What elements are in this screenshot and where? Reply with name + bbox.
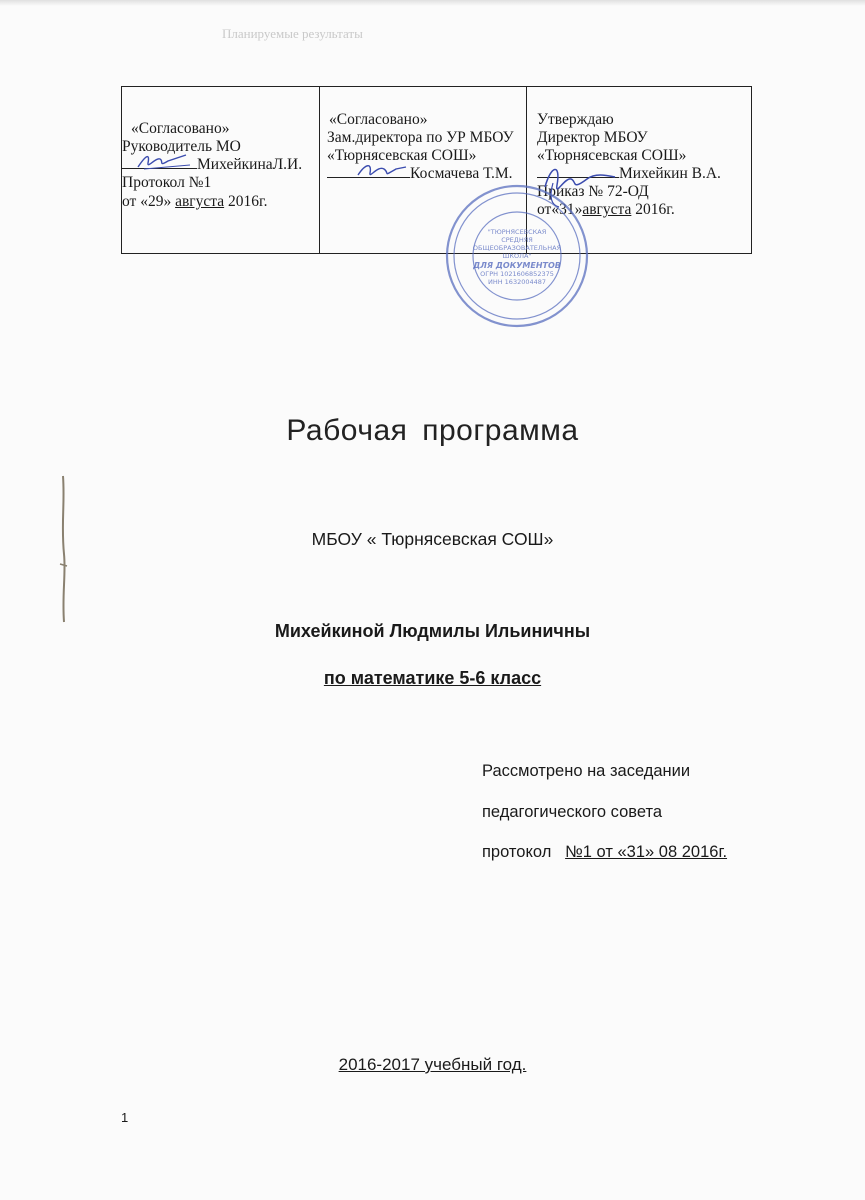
stamp-line: ШКОЛА": [502, 252, 532, 260]
page-edge-shadow: [0, 0, 865, 6]
approval-school: «Тюрнясевская СОШ»: [327, 147, 477, 164]
subject-text: по математике 5-6 класс: [323, 668, 542, 688]
approval-date: от«31»августа 2016г.: [537, 201, 675, 218]
approval-status: «Согласовано»: [329, 111, 428, 128]
approval-protocol: Протокол №1: [122, 174, 212, 191]
subject-line: [0, 668, 865, 689]
approval-role: Руководитель МО: [122, 138, 241, 155]
approval-status: «Согласовано»: [131, 120, 230, 137]
stamp-line: СРЕДНЯЯ: [501, 236, 533, 244]
teacher-name: Михейкиной Людмилы Ильиничны: [274, 621, 591, 641]
stamp-line: ОБЩЕОБРАЗОВАТЕЛЬНАЯ: [472, 244, 562, 252]
stamp-label: ДЛЯ ДОКУМЕНТОВ: [473, 261, 561, 270]
approval-order: Приказ № 72-ОД: [537, 183, 649, 200]
stamp-line: "ТЮРНЯСЕВСКАЯ: [487, 228, 547, 236]
school-stamp: [419, 178, 615, 328]
approval-signer: Космачева Т.М.: [410, 165, 513, 182]
approval-school: «Тюрнясевская СОШ»: [537, 147, 687, 164]
academic-year: [0, 1055, 865, 1075]
binding-thread: [55, 474, 71, 624]
protocol-label: протокол: [482, 843, 552, 861]
approval-role: Зам.директора по УР МБОУ: [327, 129, 514, 146]
approval-date: от «29» августа 2016г.: [122, 193, 268, 210]
page-title: Рабочая программа: [286, 414, 579, 447]
approval-cell-mo: [122, 87, 320, 253]
approval-role: Директор МБОУ: [537, 129, 648, 146]
handwritten-signature-1: [134, 149, 196, 173]
bleed-through-text: Планируемые результаты: [222, 26, 363, 41]
stamp-inn: ИНН 1632004487: [487, 278, 547, 286]
approval-signer: МихейкинаЛ.И.: [197, 156, 303, 173]
approval-status: Утверждаю: [537, 111, 614, 128]
handwritten-signature-2: [352, 159, 412, 181]
council-protocol: [482, 843, 727, 862]
considered-line-2: педагогического совета: [482, 803, 663, 821]
school-name: МБОУ « Тюрнясевская СОШ»: [311, 529, 554, 549]
academic-year-text: 2016-2017 учебный год.: [338, 1055, 527, 1074]
approval-signer: Михейкин В.А.: [619, 165, 721, 182]
protocol-value: №1 от «31» 08 2016г.: [565, 843, 728, 861]
stamp-ogrn: ОГРН 1021606852375: [480, 270, 554, 278]
page-number: 1: [121, 1110, 129, 1125]
considered-line-1: Рассмотрено на заседании: [482, 762, 691, 780]
